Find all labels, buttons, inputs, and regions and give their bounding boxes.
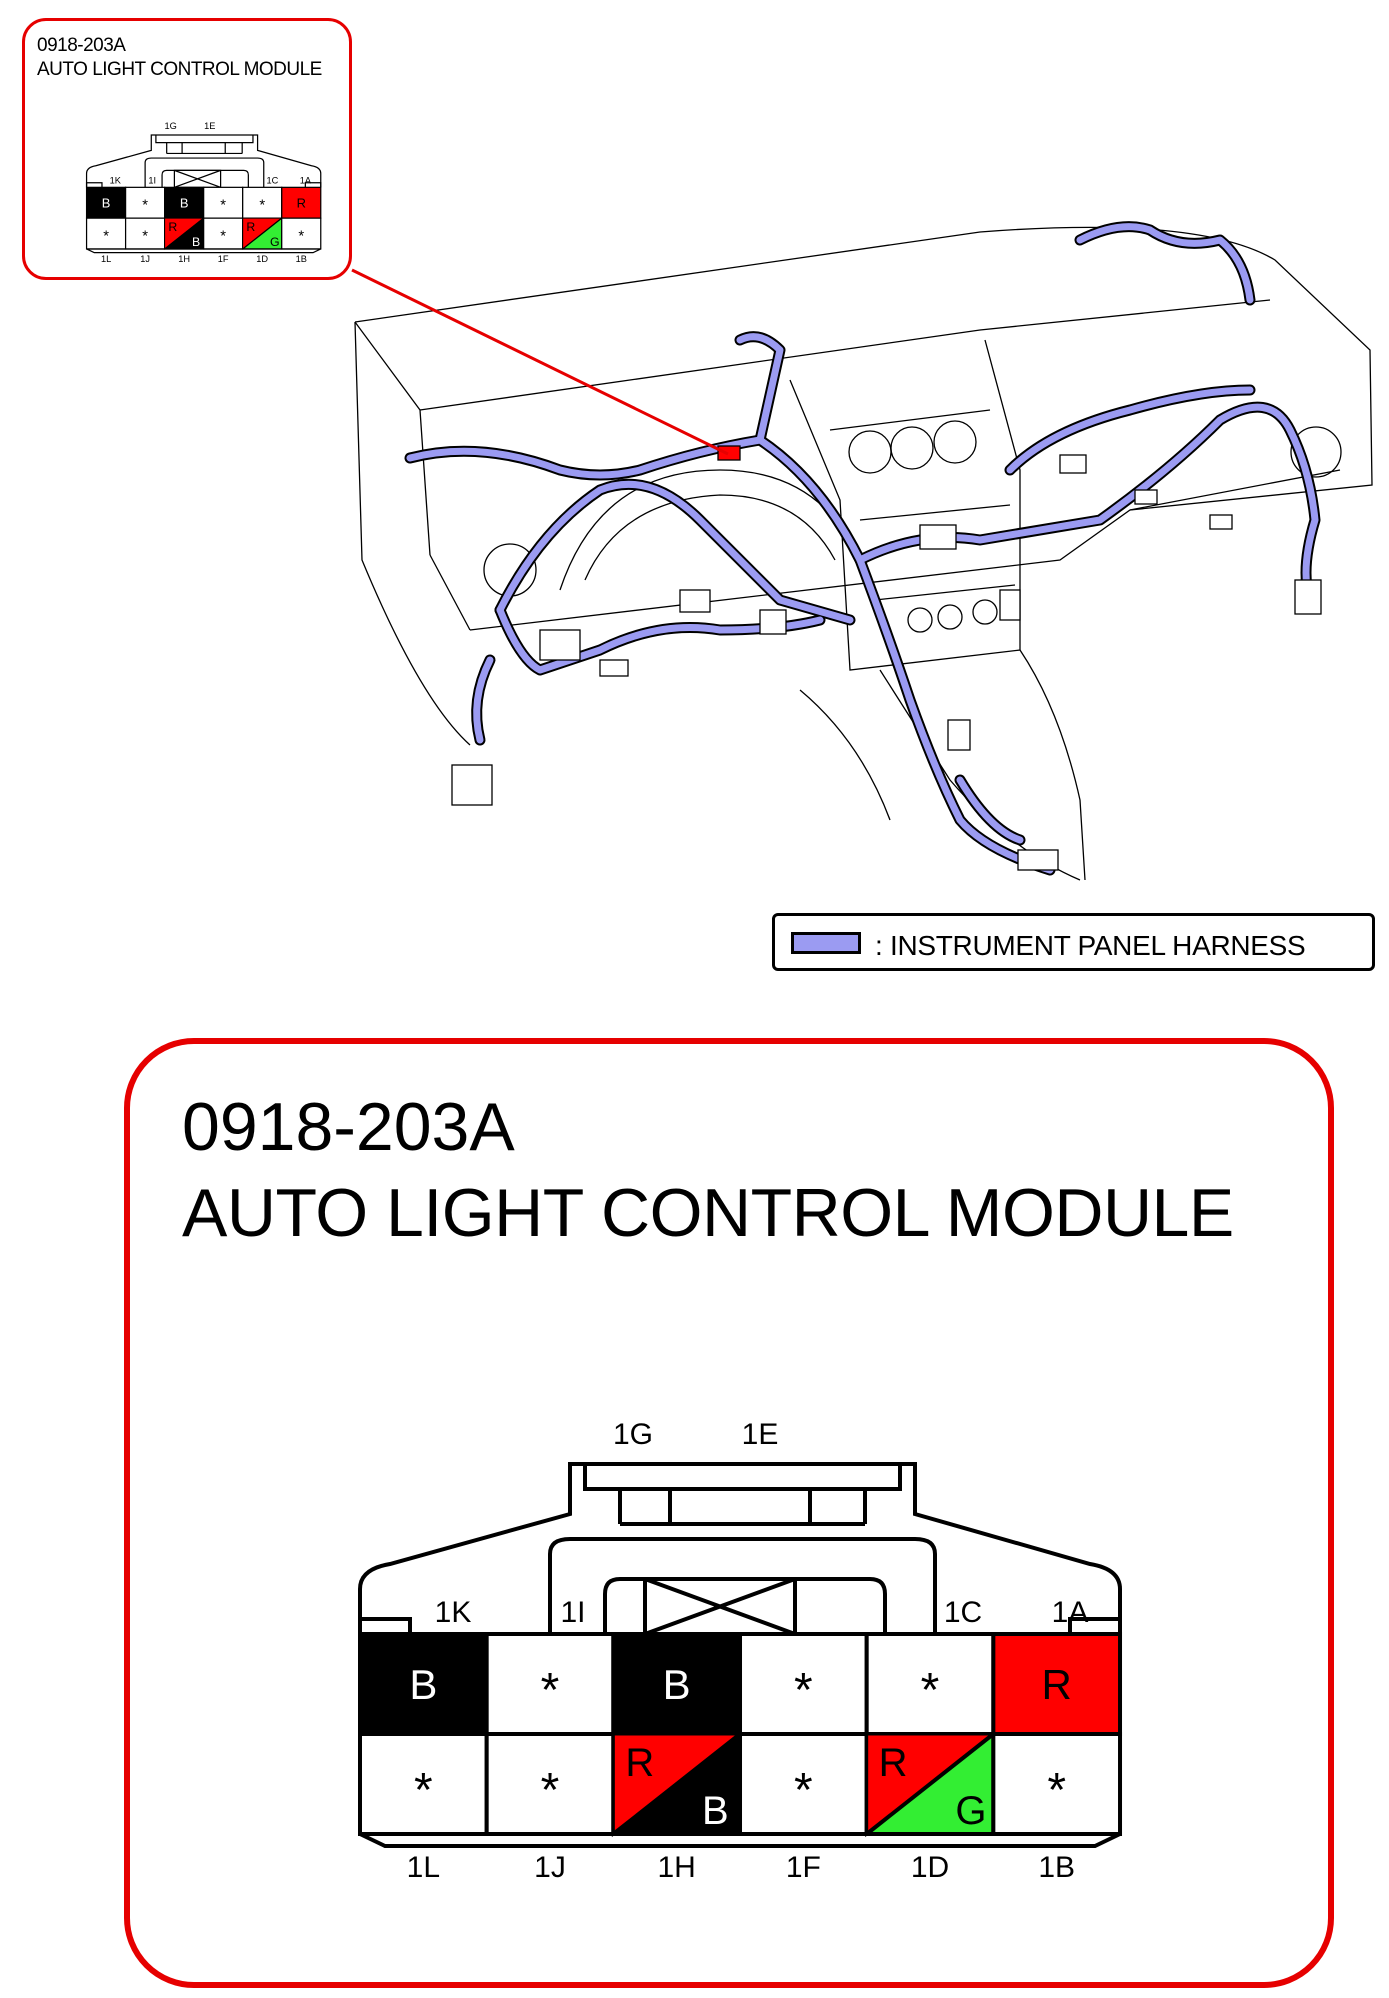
connector-key [162,170,248,187]
pin-label: 1E [741,1418,779,1451]
pin-label: 1I [148,175,157,186]
pin-label: 1B [295,254,307,265]
connector-key-cross [174,170,220,187]
connector-diagram [290,1404,1150,1904]
pin-unused-mark: * [794,1664,813,1717]
module-code: 0918-203A [182,1089,515,1165]
pin-label: 1E [204,120,216,131]
pin-label: 1G [612,1418,654,1451]
pin-unused-mark: * [540,1664,560,1717]
pin-wire-color: B [101,195,111,211]
pin-label: 1G [164,120,177,131]
pin-unused-mark: * [540,1764,560,1817]
pin-label: 1J [534,1851,566,1884]
pin-wire-color: B [662,1661,691,1708]
connector-key-cross [645,1579,795,1634]
harness-color-swatch [791,932,861,954]
harness-legend-label: : INSTRUMENT PANEL HARNESS [875,930,1306,961]
pin-label: 1H [178,254,191,265]
pin-wire-stripe: G [270,234,280,249]
pin-label: 1L [100,254,112,265]
pin-unused-mark: * [220,197,227,214]
pin-label: 1A [1051,1596,1089,1629]
harness-legend [772,913,1375,971]
module-name-small: AUTO LIGHT CONTROL MODULE [37,59,322,80]
pin-label: 1F [217,254,229,265]
pin-wire-color: R [1041,1661,1072,1708]
pin-wire-color: B [409,1661,438,1708]
connector-base [360,1834,1120,1846]
pin-label: 1K [109,175,121,186]
connector-end-tabs [360,1619,1120,1634]
pin-label: 1H [657,1851,696,1884]
connector-base [87,249,321,253]
pin-wire-color: R [168,220,178,235]
pin-label: 1J [140,254,151,265]
connector-diagram-small [65,116,330,271]
pin-unused-mark: * [103,228,109,245]
pin-wire-stripe: G [955,1789,987,1833]
pin-unused-mark: * [142,228,149,245]
pin-wire-color: R [625,1741,655,1785]
pin-label: 1A [299,175,311,186]
pin-unused-mark: * [259,197,266,214]
pin-wire-color: B [179,195,189,211]
pin-label: 1D [256,254,269,265]
pin-label: 1K [434,1596,472,1629]
pin-label: 1D [910,1851,950,1884]
connector-lock-tab [156,135,253,153]
pin-wire-stripe: B [702,1789,729,1833]
pin-unused-mark: * [1047,1764,1067,1817]
pin-unused-mark: * [920,1664,940,1717]
pin-wire-color: R [878,1741,908,1785]
pin-unused-mark: * [298,228,305,245]
pin-label: 1L [406,1851,441,1884]
pin-label: 1F [785,1851,821,1884]
module-code-small: 0918-203A [37,35,126,56]
connector-end-tabs [87,183,321,188]
pin-unused-mark: * [142,197,149,214]
pin-label: 1B [1038,1851,1076,1884]
pin-unused-mark: * [794,1764,813,1817]
pin-wire-stripe: B [191,234,201,249]
module-callout-small [22,18,352,280]
pin-wire-color: R [296,195,306,211]
pin-label: 1C [943,1596,983,1629]
pin-unused-mark: * [413,1764,433,1817]
pin-wire-color: R [246,220,256,235]
pin-unused-mark: * [220,228,227,245]
pin-label: 1C [266,175,279,186]
connector-lock-tab [585,1464,900,1524]
pin-label: 1I [560,1596,586,1629]
module-name: AUTO LIGHT CONTROL MODULE [182,1175,1234,1251]
module-callout-large [124,1038,1334,1988]
